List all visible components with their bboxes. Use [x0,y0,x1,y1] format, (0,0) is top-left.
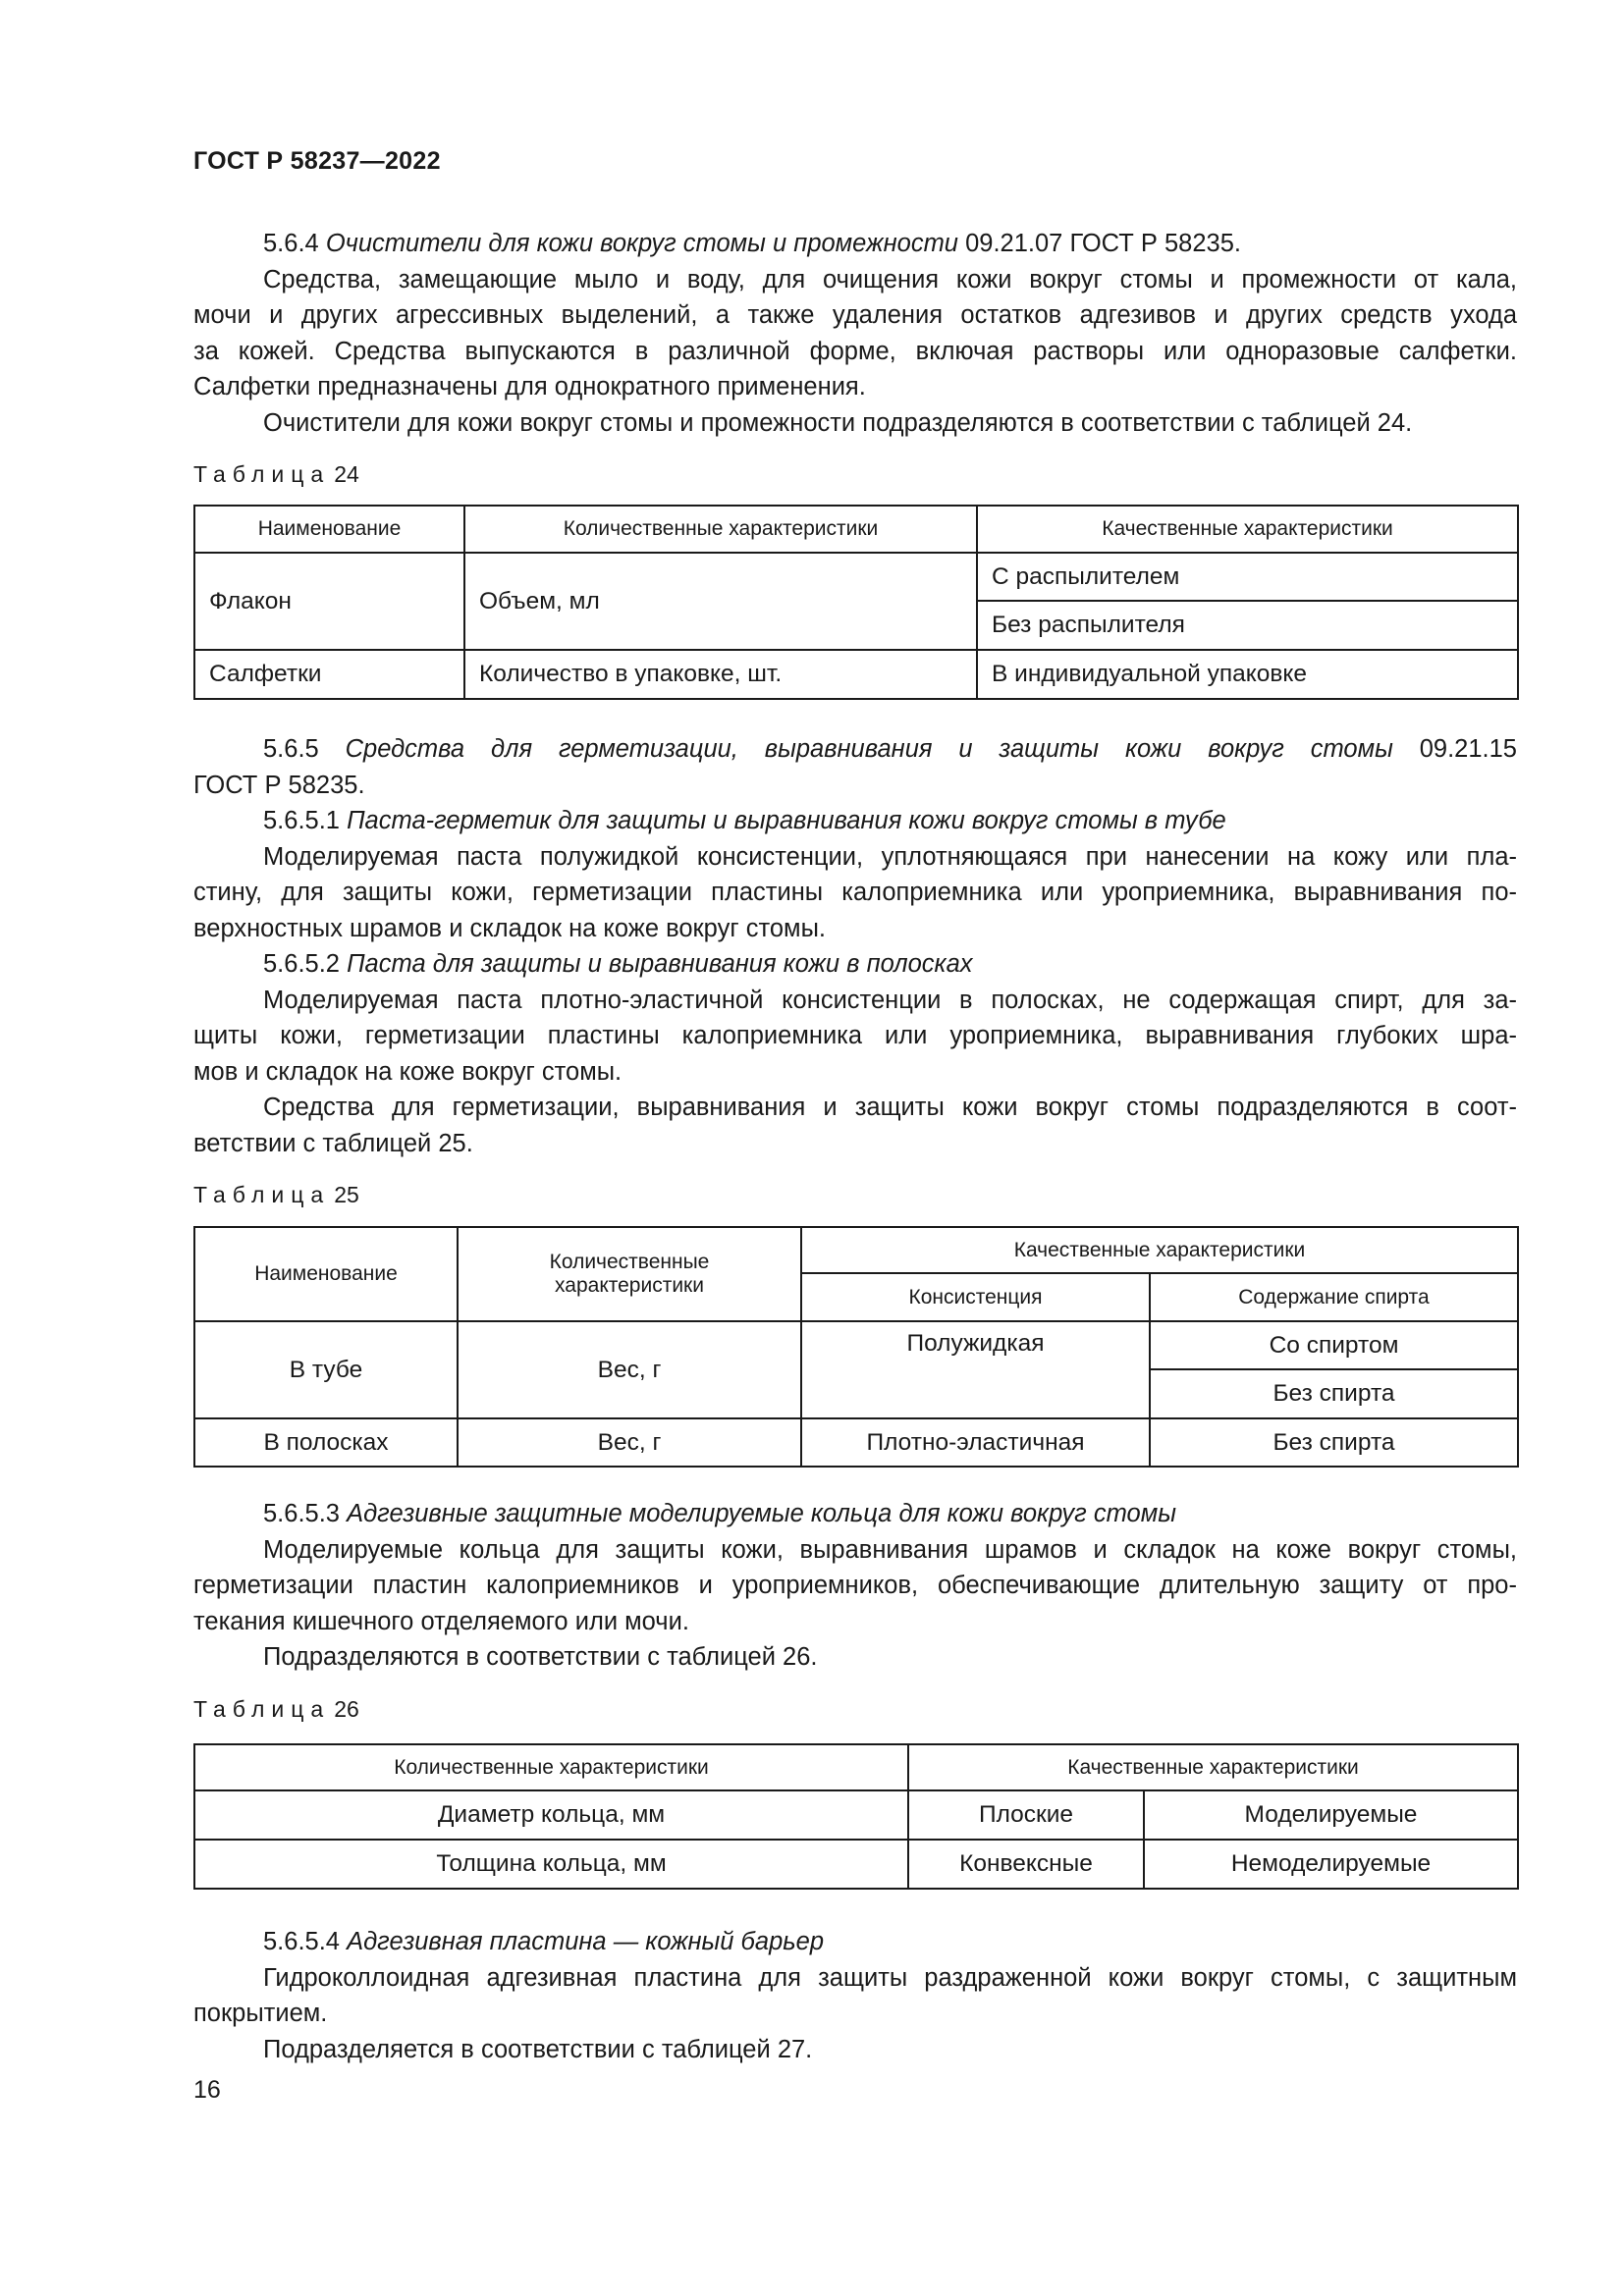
subsection-heading [193,803,1517,839]
caption-label: Таблица [193,461,331,487]
section-heading [193,226,1517,262]
section-heading [193,731,1517,768]
table-cell: Флакон [194,553,464,650]
paragraph-line: стину, для защиты кожи, герметизации пластины калоприемника или уроприемника, выравнивания по- [193,879,1517,906]
caption-number: 26 [334,1696,359,1722]
table-cell: Плотно-эластичная [801,1418,1150,1467]
table-header-cell: Наименование [194,1227,458,1321]
table-26-caption [193,1696,359,1723]
table-header-cell: Количественные характеристики [464,506,977,553]
table-header-cell: Консистенция [801,1273,1150,1321]
table-24 [193,505,1519,700]
table-cell: В полосках [194,1418,458,1467]
section-5-6-5-4 [193,1924,1517,2067]
paragraph-line: Очистители для кожи вокруг стомы и промежности подразделяются в соответствии с таблицей 24. [263,408,1413,437]
table-cell: Диаметр кольца, мм [194,1790,908,1840]
table-25-caption [193,1182,359,1208]
table-header-cell: Количественные характеристики [194,1744,908,1790]
table-cell: Конвексные [908,1840,1144,1889]
paragraph-line: герметизации пластин калоприемников и уроприемников, обеспечивающие длительную защиту от про- [193,1572,1517,1599]
section-title: Средства для герметизации, выравнивания и защиты кожи вокруг стомы [345,735,1393,763]
paragraph-line: Моделируемая паста плотно-эластичной консистенции в полосках, не содержащая спирт, для за- [263,986,1517,1014]
caption-label: Таблица [193,1182,331,1207]
table-cell: Количество в упаковке, шт. [464,650,977,699]
table-cell: Полужидкая [801,1321,1150,1418]
section-number: 5.6.5 [263,735,319,763]
subsection-heading [193,1496,1517,1532]
section-reference: 09.21.07 ГОСТ Р 58235. [965,230,1241,257]
paragraph-line: мов и складок на коже вокруг стомы. [193,1057,623,1086]
table-cell: С распылителем [977,553,1518,601]
page-number: 16 [193,2076,221,2104]
table-header-cell: Содержание спирта [1150,1273,1518,1321]
subsection-title: Паста для защиты и выравнивания кожи в полосках [347,950,973,978]
table-cell: В индивидуальной упаковке [977,650,1518,699]
document-code-header: ГОСТ Р 58237—2022 [193,147,441,175]
caption-label: Таблица [193,1696,331,1722]
table-cell: Немоделируемые [1144,1840,1518,1889]
table-cell: Салфетки [194,650,464,699]
paragraph-line: за кожей. Средства выпускаются в различной форме, включая растворы или одноразовые салфетки. [193,337,1517,365]
table-header-cell: Качественные характеристики [801,1227,1518,1273]
paragraph-line: Моделируемые кольца для защиты кожи, выравнивания шрамов и складок на коже вокруг стомы, [263,1535,1517,1564]
paragraph-line: ГОСТ Р 58235. [193,771,365,799]
table-cell: Толщина кольца, мм [194,1840,908,1889]
section-5-6-4 [193,226,1517,441]
table-25 [193,1226,1519,1468]
subsection-heading [193,946,1517,983]
table-cell: В тубе [194,1321,458,1418]
section-number: 5.6.4 [263,230,319,257]
paragraph-line: Подразделяются в соответствии с таблицей 26. [263,1643,818,1671]
subsection-number: 5.6.5.1 [263,807,340,834]
table-cell: Вес, г [458,1418,801,1467]
header-line: характеристики [555,1274,704,1297]
paragraph-line: текания кишечного отделяемого или мочи. [193,1607,689,1635]
table-24-caption [193,461,359,488]
paragraph-line: верхностных шрамов и складок на коже вокруг стомы. [193,914,826,942]
subsection-title: Адгезивная пластина — кожный барьер [347,1928,825,1955]
paragraph-line: Салфетки предназначены для однократного применения. [193,373,866,400]
table-cell: Вес, г [458,1321,801,1418]
table-cell: Со спиртом [1150,1321,1518,1369]
paragraph-line: Моделируемая паста полужидкой консистенции, уплотняющаяся при нанесении на кожу или пла- [263,842,1517,871]
header-line: Количественные [549,1251,710,1273]
paragraph-line: ветствии с таблицей 25. [193,1129,473,1157]
caption-number: 24 [334,461,359,487]
table-cell: Моделируемые [1144,1790,1518,1840]
table-cell: Без спирта [1150,1418,1518,1467]
paragraph-line: щиты кожи, герметизации пластины калоприемника или уроприемника, выравнивания глубоких шра- [193,1022,1517,1049]
subsection-number: 5.6.5.2 [263,950,340,978]
subsection-heading [193,1924,1517,1960]
caption-number: 25 [334,1182,359,1207]
section-reference: 09.21.15 [1419,735,1517,763]
subsection-title: Паста-герметик для защиты и выравнивания кожи вокруг стомы в тубе [347,807,1226,834]
table-header-cell: Наименование [194,506,464,553]
paragraph-line: мочи и других агрессивных выделений, а также удаления остатков адгезивов и других средств ухода [193,301,1517,329]
table-cell: Без спирта [1150,1369,1518,1418]
table-header-cell [458,1227,801,1321]
table-cell: Объем, мл [464,553,977,650]
table-header-cell: Качественные характеристики [977,506,1518,553]
table-header-cell: Качественные характеристики [908,1744,1518,1790]
subsection-number: 5.6.5.4 [263,1928,340,1955]
paragraph-line: Гидроколлоидная адгезивная пластина для защиты раздраженной кожи вокруг стомы, с защитным [263,1963,1517,1992]
subsection-title: Адгезивные защитные моделируемые кольца для кожи вокруг стомы [347,1500,1176,1527]
paragraph-line: Средства, замещающие мыло и воду, для очищения кожи вокруг стомы и промежности от кала, [263,265,1517,294]
paragraph-line: Подразделяется в соответствии с таблицей 27. [263,2035,813,2063]
table-cell: Без распылителя [977,601,1518,650]
section-5-6-5 [193,731,1517,1161]
subsection-number: 5.6.5.3 [263,1500,340,1527]
paragraph-line: покрытием. [193,2000,328,2027]
section-title: Очистители для кожи вокруг стомы и промежности [325,230,958,257]
section-5-6-5-3 [193,1496,1517,1676]
table-cell: Плоские [908,1790,1144,1840]
paragraph-line: Средства для герметизации, выравнивания и защиты кожи вокруг стомы подразделяются в соот- [263,1094,1517,1121]
table-26 [193,1743,1519,1890]
